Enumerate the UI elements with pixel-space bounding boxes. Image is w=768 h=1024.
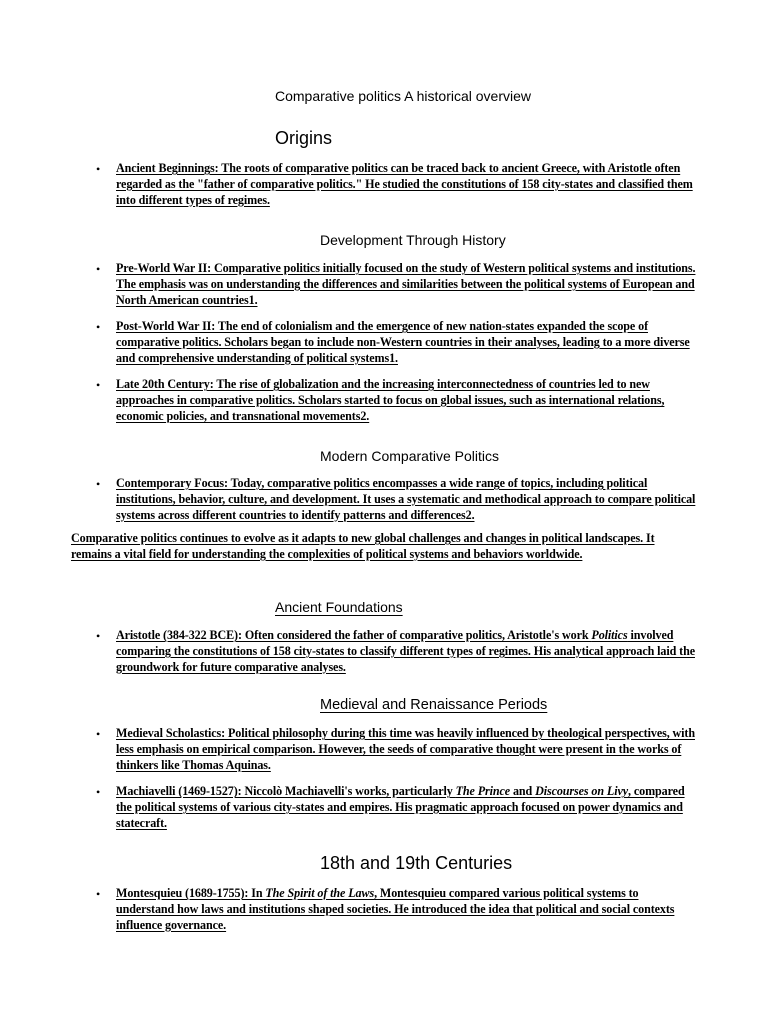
list-item-text: Montesquieu (1689-1755): In The Spirit of the Laws, Montesquieu compared various political systems to understand how laws and institutions shaped societies. He introduced the idea that political and social contexts influence governance. (116, 886, 675, 932)
closing-paragraph: Comparative politics continues to evolve as it adapts to new global challenges and changes in political landscapes. It remains a vital field for understanding the complexities of political systems and behaviors worldwide. (71, 531, 655, 561)
heading-ancient: Ancient Foundations (275, 599, 403, 615)
bullet: • (96, 162, 101, 176)
list-item-text: Aristotle (384-322 BCE): Often considered the father of comparative politics, Aristotle's work Politics involved comparing the constitutions of 158 city-states to classify different types of regimes. His analytical approach laid the groundwork for future comparative analyses. (116, 628, 695, 674)
list-item-text: Late 20th Century: The rise of globalization and the increasing interconnectedness of countries led to new approaches in comparative politics. Scholars started to focus on global issues, such as international relations, economic policies, and transnational movements2. (116, 377, 665, 423)
heading-centuries: 18th and 19th Centuries (320, 853, 513, 873)
bullet: • (96, 629, 101, 643)
list-item-text: Post-World War II: The end of colonialism and the emergence of new nation-states expanded the scope of comparative politics. Scholars began to include non-Western countries in their analyses, leading to a more diverse and comprehensive understanding of political systems1. (116, 319, 690, 365)
heading-medieval: Medieval and Renaissance Periods (320, 697, 548, 713)
list-item-text: Machiavelli (1469-1527): Niccolò Machiavelli's works, particularly The Prince and Discourses on Livy, compared the political systems of various city-states and empires. His pragmatic approach focused on power dynamics and statecraft. (116, 784, 685, 830)
list-item-text: Contemporary Focus: Today, comparative politics encompasses a wide range of topics, including political institutions, behavior, culture, and development. It uses a systematic and methodical approach to compare political systems across different countries to identify patterns and differences2. (116, 476, 696, 522)
heading-origins: Origins (275, 128, 333, 148)
bullet: • (96, 887, 101, 901)
heading-modern: Modern Comparative Politics (320, 448, 499, 464)
list-item-text: Medieval Scholastics: Political philosophy during this time was heavily influenced by theological perspectives, with less emphasis on empirical comparison. However, the seeds of comparative thought were present in the works of thinkers like Thomas Aquinas. (116, 726, 695, 772)
bullet: • (96, 477, 101, 491)
list-item-text: Pre-World War II: Comparative politics initially focused on the study of Western political systems and institutions. The emphasis was on understanding the differences and similarities between the political systems of European and North American countries1. (116, 261, 696, 307)
list-item-text: Ancient Beginnings: The roots of comparative politics can be traced back to ancient Greece, with Aristotle often regarded as the "father of comparative politics." He studied the constitutions of 158 city-states and classified them into different types of regimes. (116, 161, 693, 207)
bullet: • (96, 320, 101, 334)
bullet: • (96, 785, 101, 799)
document-title: Comparative politics A historical overview (275, 88, 531, 104)
heading-development: Development Through History (320, 232, 506, 248)
bullet: • (96, 727, 101, 741)
bullet: • (96, 262, 101, 276)
bullet: • (96, 378, 101, 392)
